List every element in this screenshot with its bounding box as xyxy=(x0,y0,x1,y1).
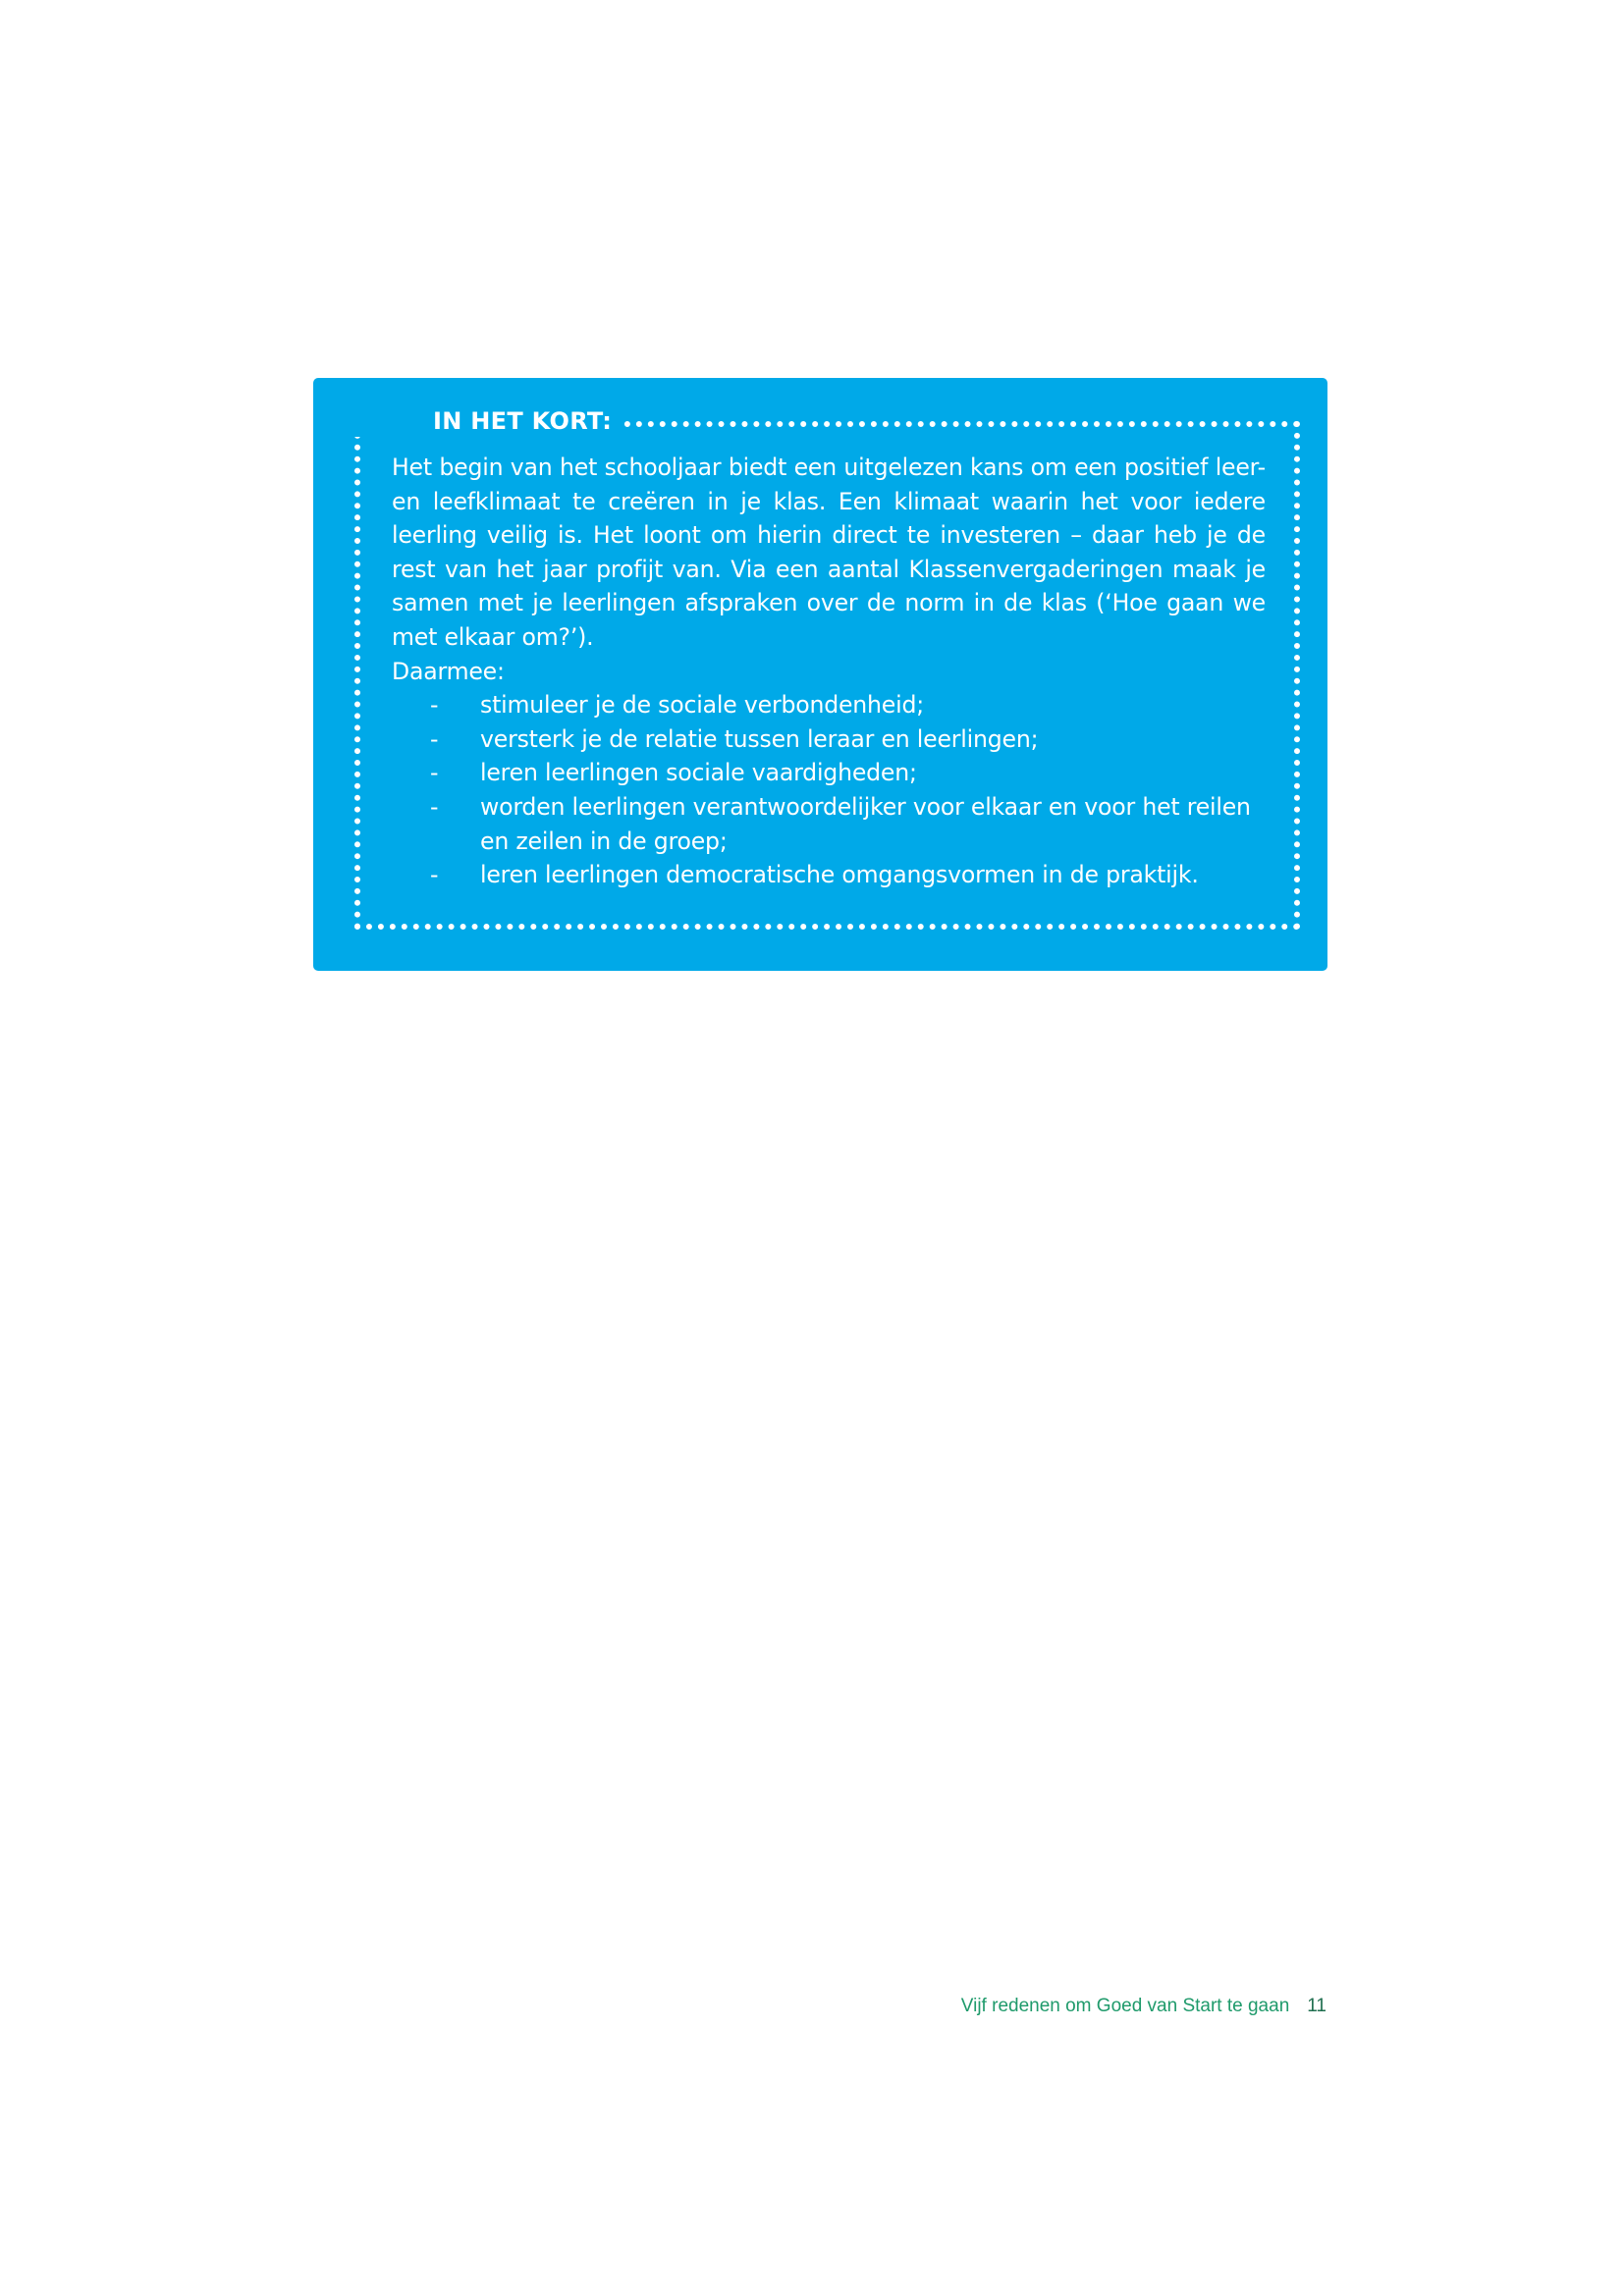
callout-title: IN HET KORT: xyxy=(433,407,613,435)
page-footer xyxy=(0,1995,1326,2018)
list-item-text: leren leerlingen sociale vaardigheden; xyxy=(480,759,917,787)
list-item-text: versterk je de relatie tussen leraar en leerlingen; xyxy=(480,724,1039,753)
dash-marker: - xyxy=(430,792,439,821)
list-item-text: worden leerlingen verantwoordelijker voor elkaar en voor het reilen en zeilen in de groep; xyxy=(480,792,1251,855)
list-item xyxy=(392,858,1266,892)
list-item-text: leren leerlingen democratische omgangsvormen in de praktijk. xyxy=(480,861,1199,889)
callout-intro: Het begin van het schooljaar biedt een uitgelezen kans om een positief leer- en leefklimaat te creëren in je klas. Een klimaat waarin het voor iedere leerling veilig is. Het loont om hierin direct te investeren – daar heb je de rest van het jaar profijt van. Via een aantal Klassenvergaderingen maak je samen met je leerlingen afspraken over de norm in de klas (‘Hoe gaan we met elkaar om?’). xyxy=(392,454,1266,651)
callout-content xyxy=(392,451,1266,892)
list-item xyxy=(392,688,1266,722)
list-item xyxy=(392,790,1266,858)
list-item xyxy=(392,722,1266,757)
dash-marker: - xyxy=(430,861,439,889)
list-item-text: stimuleer je de sociale verbondenheid; xyxy=(480,691,925,720)
callout-lead: Daarmee: xyxy=(392,657,505,685)
dash-marker: - xyxy=(430,724,439,753)
callout-heading-wrap xyxy=(354,405,622,437)
summary-callout xyxy=(313,378,1327,971)
dash-marker: - xyxy=(430,759,439,787)
benefit-list xyxy=(392,688,1266,892)
footer-title: Vijf redenen om Goed van Start te gaan xyxy=(960,1996,1290,2016)
page-number: 11 xyxy=(1307,1996,1326,2016)
list-item xyxy=(392,756,1266,790)
dash-marker: - xyxy=(430,691,439,720)
